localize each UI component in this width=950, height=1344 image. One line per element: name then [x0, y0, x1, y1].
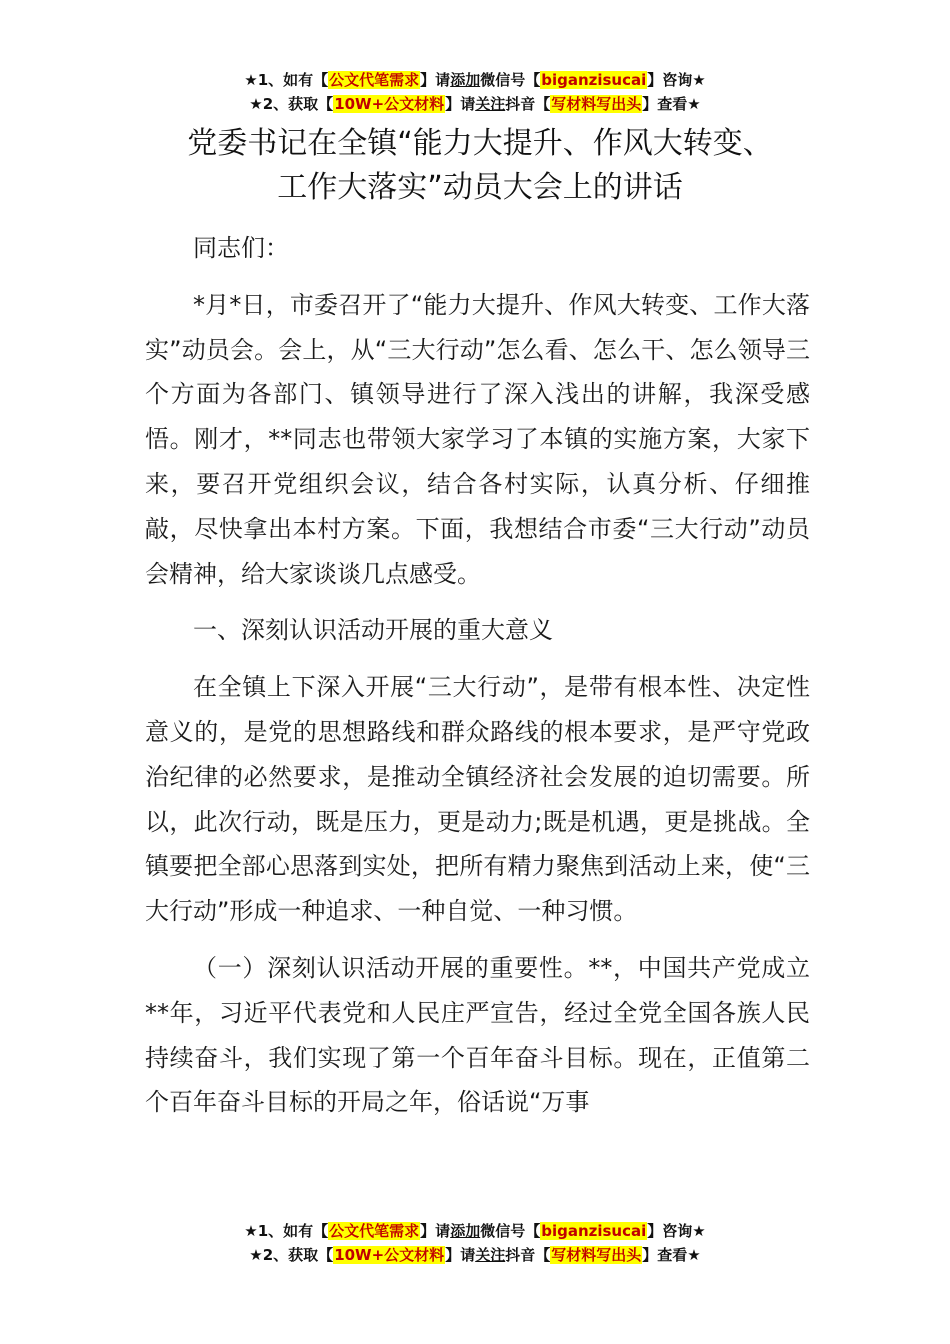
body-paragraph: 在全镇上下深入开展“三大行动”，是带有根本性、决定性意义的，是党的思想路线和群众路线的根本要求，是严守党政治纪律的必然要求，是推动全镇经济社会发展的迫切需要。所以，此次行动，既是压力，更是动力;既是机遇，更是挑战。全镇要把全部心思落到实处，把所有精力聚焦到活动上来，使“三大行动”形成一种追求、一种自觉、一种习惯。	[145, 673, 810, 926]
banner-text: 】查看★	[642, 95, 701, 113]
banner-text: 】咨询★	[647, 71, 706, 89]
title-line-2: 工作大落实”动员大会上的讲话	[277, 170, 683, 205]
banner-highlight: biganzisucai	[541, 71, 647, 89]
banner-text: 微信号【	[480, 1222, 541, 1240]
banner-line-1	[0, 1219, 950, 1243]
banner-line-1	[0, 68, 950, 92]
banner-text: 】请	[420, 1222, 451, 1240]
banner-line-2	[0, 1243, 950, 1267]
banner-text: ★2、获取【	[249, 95, 334, 113]
section-heading: 一、深刻认识活动开展的重大意义	[193, 616, 553, 645]
banner-emphasis: 关注	[475, 1246, 506, 1264]
banner-highlight: 10W+公文材料	[334, 95, 445, 113]
document-body	[145, 226, 810, 1137]
banner-text: 】请	[420, 71, 451, 89]
banner-emphasis: 关注	[475, 95, 506, 113]
header-banner	[0, 68, 950, 116]
banner-text: 】请	[445, 95, 476, 113]
body-paragraph: （一）深刻认识活动开展的重要性。**，中国共产党成立**年，习近平代表党和人民庄严宣告，经过全党全国各族人民持续奋斗，我们实现了第一个百年奋斗目标。现在，正值第二个百年奋斗目标的开局之年，俗话说“万事	[145, 953, 810, 1117]
banner-text: 抖音【	[505, 95, 551, 113]
banner-text: ★1、如有【	[244, 71, 329, 89]
banner-text: ★1、如有【	[244, 1222, 329, 1240]
banner-text: 】请	[445, 1246, 476, 1264]
footer-banner	[0, 1219, 950, 1267]
salutation: 同志们：	[193, 234, 289, 262]
banner-emphasis: 添加	[450, 1222, 481, 1240]
body-paragraph: *月*日，市委召开了“能力大提升、作风大转变、工作大落实”动员会。会上，从“三大行动”怎么看、怎么干、怎么领导三个方面为各部门、镇领导进行了深入浅出的讲解，我深受感悟。刚才，**同志也带领大家学习了本镇的实施方案，大家下来，要召开党组织会议，结合各村实际，认真分析、仔细推敲，尽快拿出本村方案。下面，我想结合市委“三大行动”动员会精神，给大家谈谈几点感受。	[145, 290, 810, 588]
banner-text: 】查看★	[642, 1246, 701, 1264]
banner-highlight: 公文代笔需求	[329, 71, 420, 89]
banner-highlight: 10W+公文材料	[334, 1246, 445, 1264]
banner-highlight: 写材料写出头	[551, 95, 642, 113]
banner-text: 微信号【	[480, 71, 541, 89]
banner-text: ★2、获取【	[249, 1246, 334, 1264]
banner-text: 抖音【	[505, 1246, 551, 1264]
banner-emphasis: 添加	[450, 71, 481, 89]
banner-highlight: biganzisucai	[541, 1222, 647, 1240]
banner-highlight: 公文代笔需求	[329, 1222, 420, 1240]
banner-line-2	[0, 92, 950, 116]
title-line-1: 党委书记在全镇“能力大提升、作风大转变、	[187, 126, 773, 161]
banner-text: 】咨询★	[647, 1222, 706, 1240]
document-title	[140, 122, 820, 210]
banner-highlight: 写材料写出头	[551, 1246, 642, 1264]
